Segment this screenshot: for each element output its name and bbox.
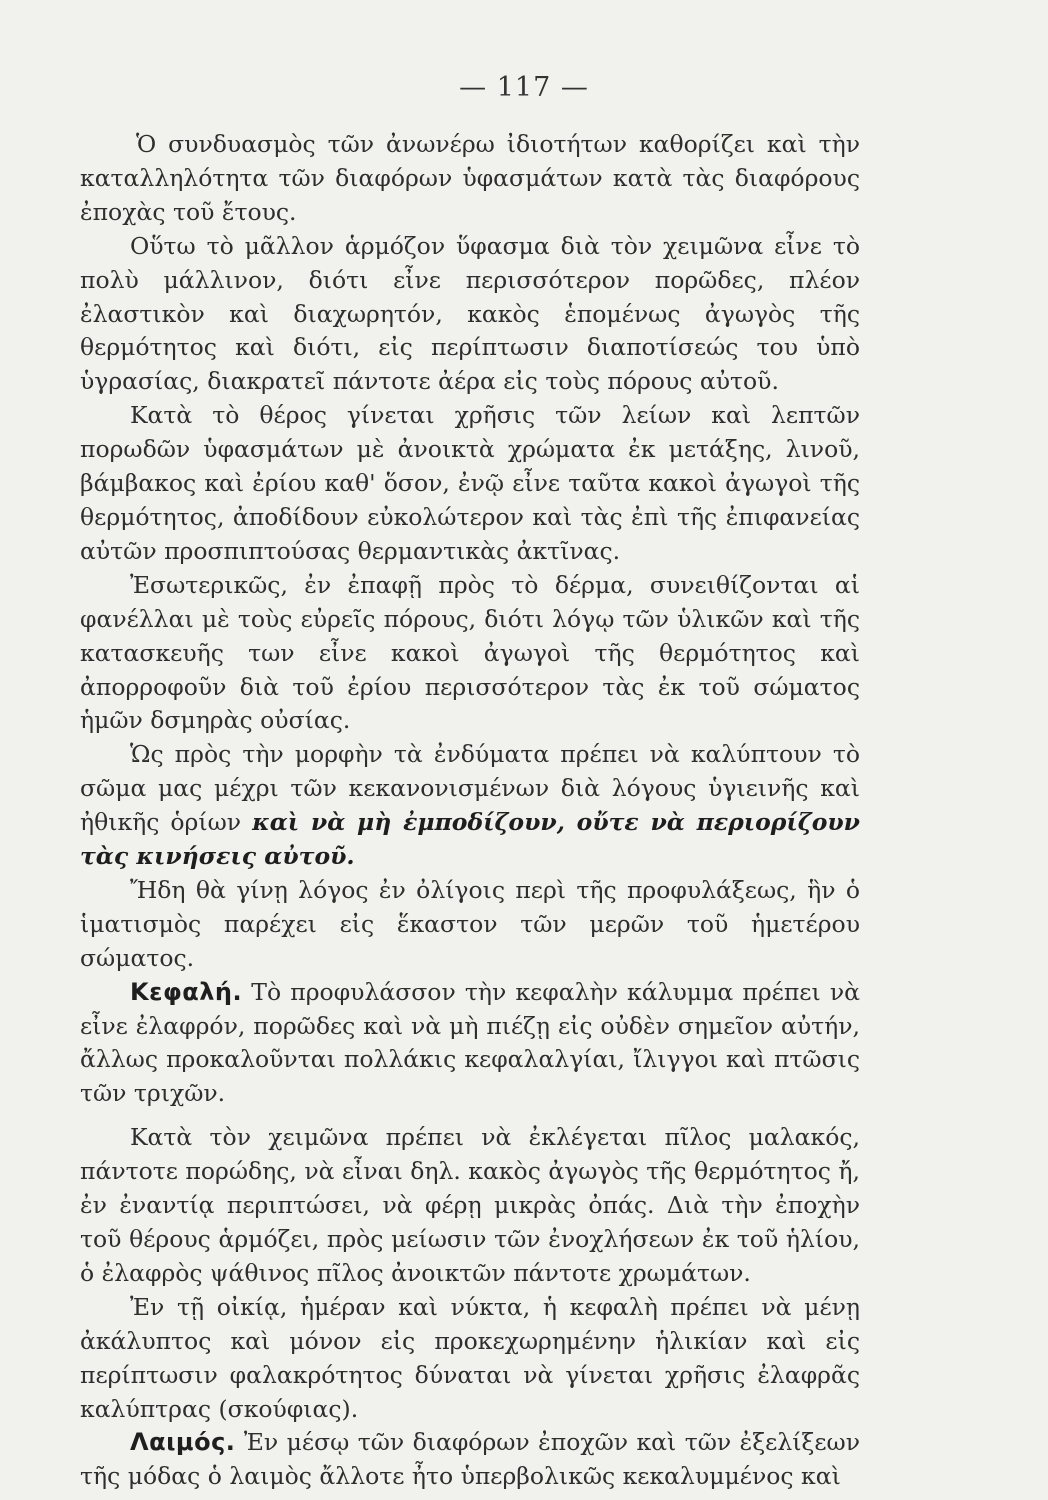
paragraph-text: Ὁ συνδυασμὸς τῶν ἀνωνέρω ἰδιοτήτων καθορίζει καὶ τὴν καταλληλότητα τῶν διαφόρων ὑφασμάτων κατὰ τὰς διαφόρους ἐποχὰς τοῦ ἔτους. bbox=[80, 130, 860, 226]
paragraph-text: Ἐσωτερικῶς, ἐν ἐπαφῇ πρὸς τὸ δέρμα, συνειθίζονται αἱ φανέλλαι μὲ τοὺς εὐρεῖς πόρους, διότι λόγῳ τῶν ὑλικῶν καὶ τῆς κατασκευῆς των εἶνε κακοὶ ἀγωγοὶ τῆς θερμότητος καὶ ἀπορροφοῦν διὰ τοῦ ἐρίου περισσότερον τὰς ἐκ τοῦ σώματος ἡμῶν δσμηρὰς οὐσίας. bbox=[80, 570, 860, 735]
paragraph bbox=[80, 1291, 860, 1427]
paragraph-text: Ἐν τῇ οἰκίᾳ, ἡμέραν καὶ νύκτα, ἡ κεφαλὴ πρέπει νὰ μένῃ ἀκάλυπτος καὶ μόνον εἰς προκεχωρημένην ἡλικίαν καὶ εἰς περίπτωσιν φαλακρότητος δύναται νὰ γίνεται χρῆσις ἐλαφρᾶς καλύπτρας (σκούφιας). bbox=[80, 1292, 860, 1423]
paragraph-text: Τὸ προφυλάσσον τὴν κεφαλὴν κάλυμμα πρέπει νὰ εἶνε ἐλαφρόν, πορῶδες καὶ νὰ μὴ πιέζῃ εἰς οὐδὲν σημεῖον αὐτήν, ἄλλως προκαλοῦνται πολλάκις κεφαλαλγίαι, ἴλιγγοι καὶ πτῶσις τῶν τριχῶν. bbox=[80, 977, 860, 1108]
paragraph bbox=[80, 399, 860, 569]
body-text bbox=[80, 128, 860, 1494]
section-heading-laimos: Λαιμός. bbox=[130, 1428, 236, 1457]
paragraph-text: Κατὰ τὸν χειμῶνα πρέπει νὰ ἐκλέγεται πῖλος μαλακός, πάντοτε πορώδης, νὰ εἶναι δηλ. κακὸς ἀγωγὸς τῆς θερμότητος ἤ, ἐν ἐναντίᾳ περιπτώσει, νὰ φέρῃ μικρὰς ὀπάς. Διὰ τὴν ἐποχὴν τοῦ θέρους ἁρμόζει, πρὸς μείωσιν τῶν ἐνοχλήσεων ἐκ τοῦ ἡλίου, ὁ ἐλαφρὸς ψάθινος πῖλος ἀνοικτῶν πάντοτε χρωμάτων. bbox=[80, 1123, 860, 1287]
paragraph bbox=[80, 738, 860, 874]
paragraph bbox=[80, 128, 860, 230]
section-heading-kefali: Κεφαλή. bbox=[130, 977, 243, 1006]
paragraph-text: Κατὰ τὸ θέρος γίνεται χρῆσις τῶν λείων καὶ λεπτῶν πορωδῶν ὑφασμάτων μὲ ἀνοικτὰ χρώματα ἐκ μετάξης, λινοῦ, βάμβακος καὶ ἐρίου καθ' ὅσον, ἐνῷ εἶνε ταῦτα κακοὶ ἀγωγοὶ τῆς θερμότητος, ἀποδίδουν εὐκολώτερον καὶ τὰς ἐπὶ τῆς ἐπιφανείας αὐτῶν προσπιπτούσας θερμαντικὰς ἀκτῖνας. bbox=[80, 401, 860, 565]
paragraph bbox=[80, 569, 860, 739]
paragraph-text: Ὡς πρὸς τὴν μορφὴν τὰ ἐνδύματα πρέπει νὰ καλύπτουν τὸ σῶμα μας μέχρι τῶν κεκανονισμένων διὰ λόγους ὑγιεινῆς καὶ ἠθικῆς ὁρίων bbox=[80, 740, 860, 837]
paragraph-text: Ἐν μέσῳ τῶν διαφόρων ἐποχῶν καὶ τῶν ἐξελίξεων τῆς μόδας ὁ λαιμὸς ἄλλοτε ἦτο ὑπερβολικῶς κεκαλυμμένος καὶ bbox=[80, 1428, 860, 1491]
paragraph bbox=[80, 230, 860, 400]
paragraph bbox=[80, 874, 860, 976]
paragraph-laimos bbox=[80, 1426, 860, 1494]
paragraph-text: Ἤδη θὰ γίνῃ λόγος ἐν ὀλίγοις περὶ τῆς προφυλάξεως, ἣν ὁ ἱματισμὸς παρέχει εἰς ἕκαστον τῶν μερῶν τοῦ ἡμετέρου σώματος. bbox=[80, 875, 860, 972]
page-number: — 117 — bbox=[459, 72, 589, 103]
emphasized-text: καὶ νὰ μὴ ἐμποδίζουν, οὔτε νὰ περιορίζουν τὰς κινήσεις αὐτοῦ. bbox=[80, 808, 860, 871]
paragraph-kefali bbox=[80, 976, 860, 1112]
paragraph bbox=[80, 1121, 860, 1291]
paragraph-text: Οὕτω τὸ μᾶλλον ἁρμόζον ὕφασμα διὰ τὸν χειμῶνα εἶνε τὸ πολὺ μάλλινον, διότι εἶνε περισσότερον πορῶδες, πλέον ἐλαστικὸν καὶ διαχωρητόν, κακὸς ἑπομένως ἀγωγὸς τῆς θερμότητος καὶ διότι, εἰς περίπτωσιν διαποτίσεώς του ὑπὸ ὑγρασίας, διακρατεῖ πάντοτε ἀέρα εἰς τοὺς πόρους αὐτοῦ. bbox=[80, 231, 860, 396]
